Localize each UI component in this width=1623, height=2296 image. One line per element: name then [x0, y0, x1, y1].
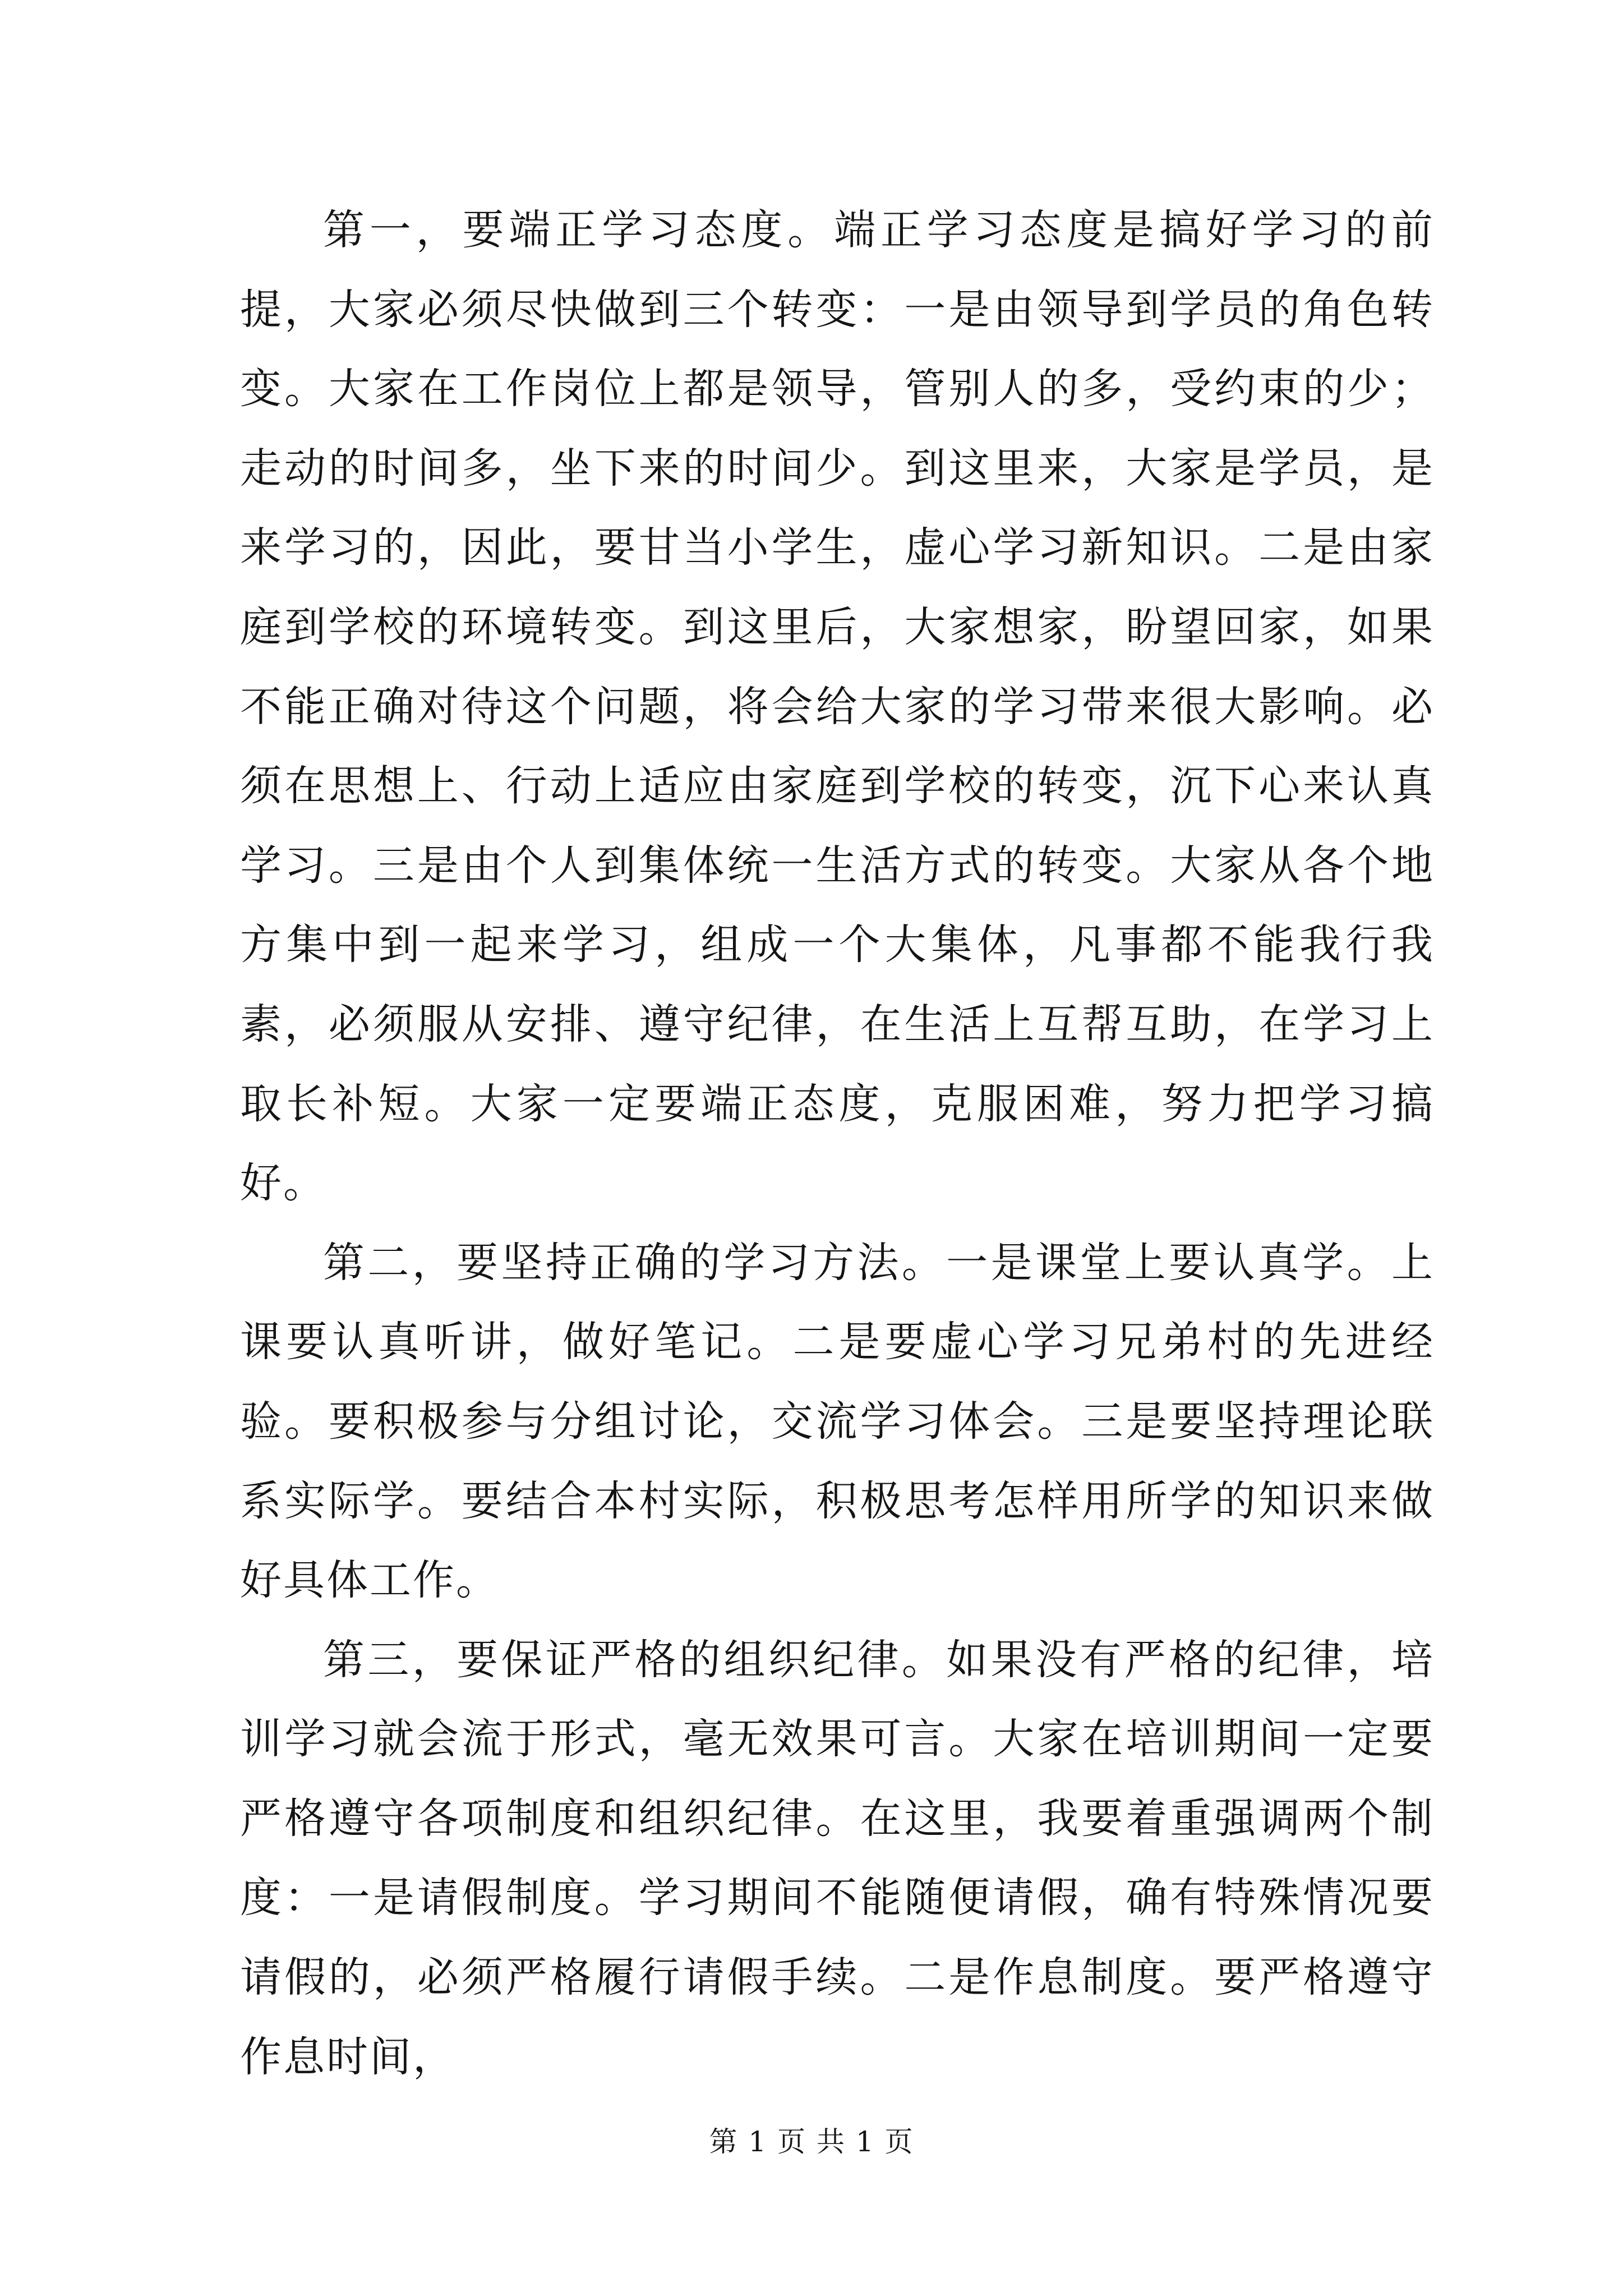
page-number-footer: 第 1 页 共 1 页: [709, 2125, 914, 2158]
paragraph-attitude: 第一，要端正学习态度。端正学习态度是搞好学习的前提，大家必须尽快做到三个转变：一是由领导到学员的角色转变。大家在工作岗位上都是领导，管别人的多，受约束的少；走动的时间多，坐下来的时间少。到这里来，大家是学员，是来学习的，因此，要甘当小学生，虚心学习新知识。二是由家庭到学校的环境转变。到这里后，大家想家，盼望回家，如果不能正确对待这个问题，将会给大家的学习带来很大影响。必须在思想上、行动上适应由家庭到学校的转变，沉下心来认真学习。三是由个人到集体统一生活方式的转变。大家从各个地方集中到一起来学习，组成一个大集体，凡事都不能我行我素，必须服从安排、遵守纪律，在生活上互帮互助，在学习上取长补短。大家一定要端正态度，克服困难，努力把学习搞好。: [240, 206, 1435, 1208]
paragraph-study-method: 第二，要坚持正确的学习方法。一是课堂上要认真学。上课要认真听讲，做好笔记。二是要虚心学习兄弟村的先进经验。要积极参与分组讨论，交流学习体会。三是要坚持理论联系实际学。要结合本村实际，积极思考怎样用所学的知识来做好具体工作。: [240, 1238, 1435, 1605]
paragraph-discipline: 第三，要保证严格的组织纪律。如果没有严格的纪律，培训学习就会流于形式，毫无效果可言。大家在培训期间一定要严格遵守各项制度和组织纪律。在这里，我要着重强调两个制度：一是请假制度。学习期间不能随便请假，确有特殊情况要请假的，必须严格履行请假手续。二是作息制度。要严格遵守作息时间，: [240, 1635, 1435, 2081]
document-body: [240, 191, 1435, 2097]
